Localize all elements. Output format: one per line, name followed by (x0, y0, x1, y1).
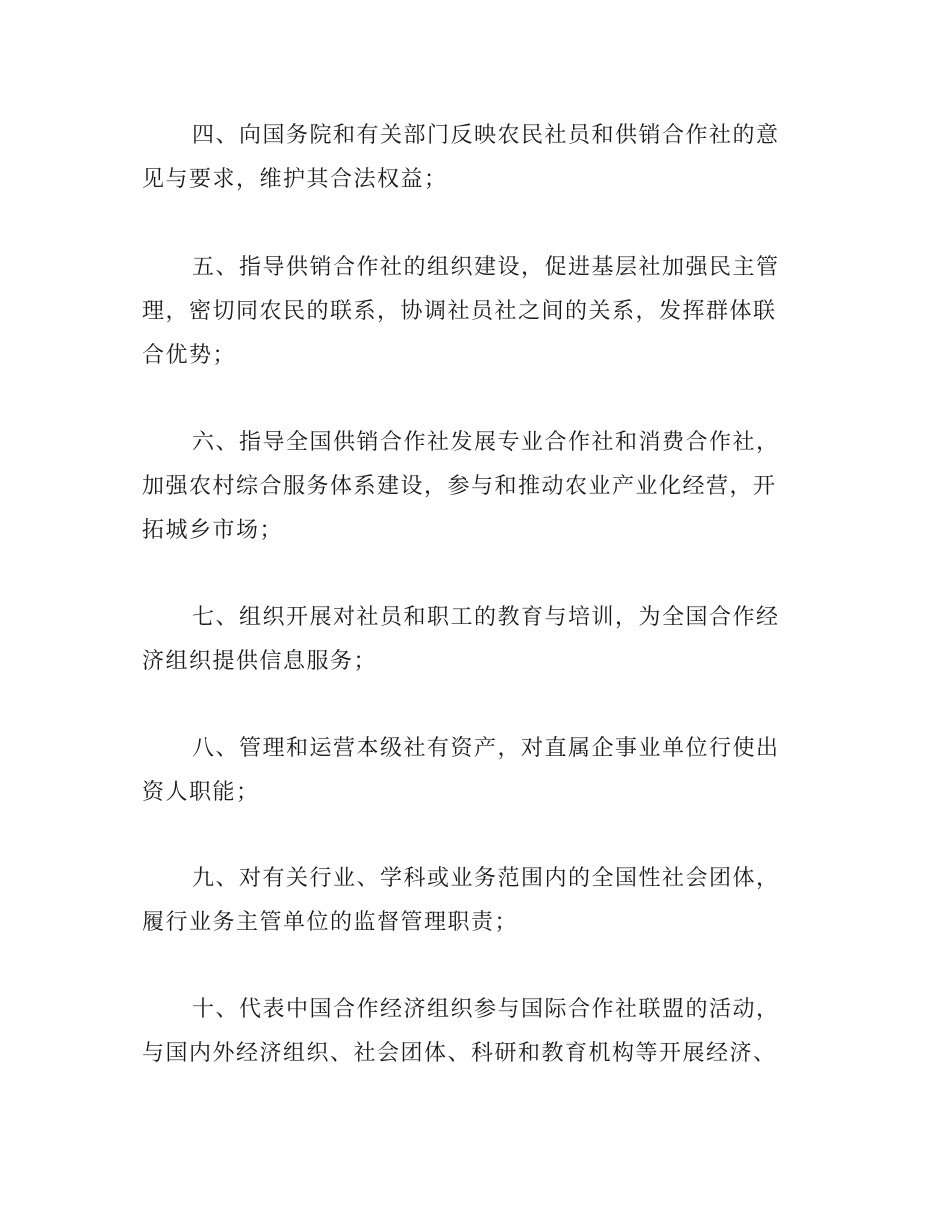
paragraph-item-8 (142, 727, 822, 815)
paragraph-item-4 (142, 114, 822, 202)
paragraph-line: 四、向国务院和有关部门反映农民社员和供销合作社的意 (192, 123, 780, 148)
paragraph-line: 加强农村综合服务体系建设，参与和推动农业产业化经营，开 (142, 474, 777, 499)
paragraph-item-9 (142, 857, 822, 945)
paragraph-line: 合优势； (142, 343, 237, 368)
paragraph-line: 六、指导全国供销合作社发展专业合作社和消费合作社， (192, 430, 780, 455)
paragraph-line: 济组织提供信息服务； (142, 649, 378, 674)
paragraph-line: 十、代表中国合作经济组织参与国际合作社联盟的活动， (192, 997, 780, 1022)
paragraph-line: 五、指导供销合作社的组织建设，促进基层社加强民主管 (192, 255, 780, 280)
paragraph-line: 见与要求，维护其合法权益； (142, 167, 448, 192)
paragraph-line: 资人职能； (142, 780, 260, 805)
paragraph-line: 七、组织开展对社员和职工的教育与培训，为全国合作经 (192, 605, 780, 630)
paragraph-item-6 (142, 421, 822, 553)
paragraph-line: 与国内外经济组织、社会团体、科研和教育机构等开展经济、 (142, 1041, 777, 1066)
paragraph-line: 八、管理和运营本级社有资产，对直属企事业单位行使出 (192, 736, 780, 761)
paragraph-line: 拓城乡市场； (142, 518, 284, 543)
paragraph-item-10 (142, 988, 822, 1076)
paragraph-line: 理，密切同农民的联系，协调社员社之间的关系，发挥群体联 (142, 299, 777, 324)
paragraph-line: 履行业务主管单位的监督管理职责； (142, 910, 519, 935)
paragraph-line: 九、对有关行业、学科或业务范围内的全国性社会团体， (192, 866, 780, 891)
paragraph-item-5 (142, 246, 822, 378)
paragraph-item-7 (142, 596, 822, 684)
